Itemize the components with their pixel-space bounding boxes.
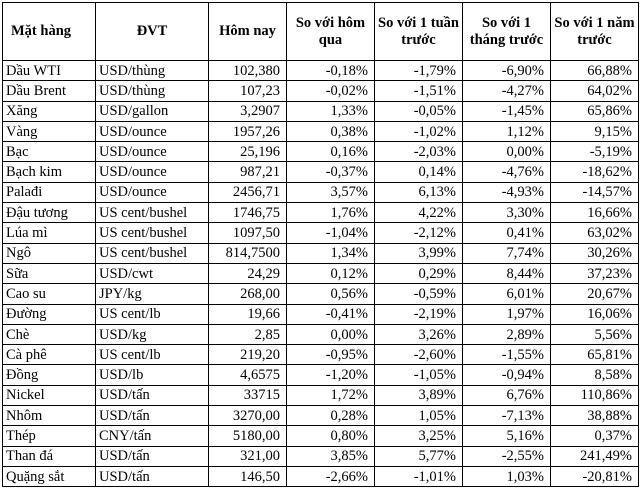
change-month-cell: 7,74% <box>463 243 551 263</box>
commodity-cell: Cao su <box>3 284 96 304</box>
commodity-cell: Nhôm <box>3 406 96 426</box>
unit-cell: US cent/bushel <box>96 243 209 263</box>
change-day-cell: 3,85% <box>287 446 375 466</box>
change-day-cell: -1,20% <box>287 365 375 385</box>
table-row <box>3 101 639 121</box>
price-cell: 3270,00 <box>209 406 287 426</box>
commodity-cell: Bạch kim <box>3 162 96 182</box>
change-day-cell: -0,95% <box>287 345 375 365</box>
change-week-cell: 0,29% <box>375 263 463 283</box>
change-year-cell: 110,86% <box>551 385 639 405</box>
header-row <box>3 3 639 61</box>
change-week-cell: 0,14% <box>375 162 463 182</box>
change-day-cell: -2,66% <box>287 466 375 486</box>
commodity-cell: Đường <box>3 304 96 324</box>
price-cell: 814,7500 <box>209 243 287 263</box>
commodity-cell: Thép <box>3 426 96 446</box>
price-cell: 2456,71 <box>209 182 287 202</box>
table-row <box>3 284 639 304</box>
change-week-cell: 3,25% <box>375 426 463 446</box>
table-row <box>3 304 639 324</box>
change-year-cell: -20,81% <box>551 466 639 486</box>
change-week-cell: 6,13% <box>375 182 463 202</box>
change-day-cell: 1,34% <box>287 243 375 263</box>
change-month-cell: 3,30% <box>463 203 551 223</box>
change-week-cell: -2,03% <box>375 142 463 162</box>
price-cell: 107,23 <box>209 81 287 101</box>
commodity-cell: Quặng sắt <box>3 466 96 486</box>
change-year-cell: 63,02% <box>551 223 639 243</box>
change-year-cell: 16,06% <box>551 304 639 324</box>
change-week-cell: -0,59% <box>375 284 463 304</box>
unit-cell: USD/kg <box>96 324 209 344</box>
unit-cell: JPY/kg <box>96 284 209 304</box>
change-year-cell: 8,58% <box>551 365 639 385</box>
table-row <box>3 406 639 426</box>
commodity-cell: Chè <box>3 324 96 344</box>
commodity-cell: Dầu Brent <box>3 81 96 101</box>
unit-cell: USD/tấn <box>96 446 209 466</box>
change-year-cell: 20,67% <box>551 284 639 304</box>
change-month-cell: 1,97% <box>463 304 551 324</box>
change-day-cell: 3,57% <box>287 182 375 202</box>
unit-cell: USD/gallon <box>96 101 209 121</box>
change-month-cell: 6,76% <box>463 385 551 405</box>
change-day-cell: -0,37% <box>287 162 375 182</box>
change-month-cell: -2,55% <box>463 446 551 466</box>
unit-cell: USD/tấn <box>96 466 209 486</box>
header-unit: ĐVT <box>96 3 209 61</box>
table-row <box>3 121 639 141</box>
commodity-cell: Vàng <box>3 121 96 141</box>
change-week-cell: -1,02% <box>375 121 463 141</box>
change-month-cell: 1,12% <box>463 121 551 141</box>
price-cell: 33715 <box>209 385 287 405</box>
change-week-cell: -1,79% <box>375 61 463 81</box>
price-cell: 2,85 <box>209 324 287 344</box>
change-week-cell: 3,89% <box>375 385 463 405</box>
unit-cell: USD/lb <box>96 365 209 385</box>
change-month-cell: -1,55% <box>463 345 551 365</box>
table-row <box>3 426 639 446</box>
table-row <box>3 446 639 466</box>
change-day-cell: 1,72% <box>287 385 375 405</box>
change-day-cell: 1,33% <box>287 101 375 121</box>
change-day-cell: 0,12% <box>287 263 375 283</box>
price-cell: 146,50 <box>209 466 287 486</box>
change-month-cell: -0,94% <box>463 365 551 385</box>
change-year-cell: 5,56% <box>551 324 639 344</box>
change-day-cell: -0,41% <box>287 304 375 324</box>
commodity-cell: Cà phê <box>3 345 96 365</box>
change-month-cell: 6,01% <box>463 284 551 304</box>
change-week-cell: -0,05% <box>375 101 463 121</box>
commodity-cell: Nickel <box>3 385 96 405</box>
table-row <box>3 203 639 223</box>
price-cell: 268,00 <box>209 284 287 304</box>
header-today: Hôm nay <box>209 3 287 61</box>
change-month-cell: -4,76% <box>463 162 551 182</box>
change-week-cell: 3,99% <box>375 243 463 263</box>
price-cell: 219,20 <box>209 345 287 365</box>
unit-cell: USD/thùng <box>96 61 209 81</box>
change-year-cell: 0,37% <box>551 426 639 446</box>
table-row <box>3 81 639 101</box>
price-cell: 4,6575 <box>209 365 287 385</box>
change-year-cell: 65,86% <box>551 101 639 121</box>
change-week-cell: 1,05% <box>375 406 463 426</box>
commodity-cell: Than đá <box>3 446 96 466</box>
unit-cell: US cent/lb <box>96 345 209 365</box>
change-month-cell: -1,45% <box>463 101 551 121</box>
change-day-cell: 0,16% <box>287 142 375 162</box>
change-month-cell: -6,90% <box>463 61 551 81</box>
header-vs-yesterday: So với hôm qua <box>287 3 375 61</box>
change-month-cell: 5,16% <box>463 426 551 446</box>
commodity-cell: Sữa <box>3 263 96 283</box>
unit-cell: US cent/bushel <box>96 223 209 243</box>
change-day-cell: 0,00% <box>287 324 375 344</box>
unit-cell: USD/tấn <box>96 406 209 426</box>
change-day-cell: 1,76% <box>287 203 375 223</box>
price-cell: 1097,50 <box>209 223 287 243</box>
header-commodity: Mặt hàng <box>3 3 96 61</box>
change-year-cell: 241,49% <box>551 446 639 466</box>
change-year-cell: -5,19% <box>551 142 639 162</box>
unit-cell: USD/thùng <box>96 81 209 101</box>
table-row <box>3 365 639 385</box>
header-vs-year: So với 1 năm trước <box>551 3 639 61</box>
commodity-cell: Xăng <box>3 101 96 121</box>
commodity-price-table <box>2 2 639 487</box>
table-body <box>3 61 639 487</box>
table-row <box>3 345 639 365</box>
unit-cell: USD/ounce <box>96 162 209 182</box>
change-week-cell: 3,26% <box>375 324 463 344</box>
header-vs-month: So với 1 tháng trước <box>463 3 551 61</box>
change-week-cell: -2,19% <box>375 304 463 324</box>
price-cell: 5180,00 <box>209 426 287 446</box>
table-row <box>3 61 639 81</box>
table-row <box>3 182 639 202</box>
price-cell: 25,196 <box>209 142 287 162</box>
change-month-cell: 0,41% <box>463 223 551 243</box>
change-week-cell: 4,22% <box>375 203 463 223</box>
price-cell: 24,29 <box>209 263 287 283</box>
change-week-cell: -2,60% <box>375 345 463 365</box>
unit-cell: USD/cwt <box>96 263 209 283</box>
change-day-cell: 0,28% <box>287 406 375 426</box>
change-month-cell: 8,44% <box>463 263 551 283</box>
change-year-cell: 9,15% <box>551 121 639 141</box>
change-year-cell: -18,62% <box>551 162 639 182</box>
change-month-cell: -4,27% <box>463 81 551 101</box>
change-month-cell: 0,00% <box>463 142 551 162</box>
commodity-cell: Lúa mì <box>3 223 96 243</box>
unit-cell: USD/ounce <box>96 121 209 141</box>
price-cell: 1957,26 <box>209 121 287 141</box>
price-cell: 3,2907 <box>209 101 287 121</box>
table-row <box>3 223 639 243</box>
change-year-cell: 37,23% <box>551 263 639 283</box>
change-week-cell: -1,01% <box>375 466 463 486</box>
change-week-cell: -1,05% <box>375 365 463 385</box>
change-year-cell: 65,81% <box>551 345 639 365</box>
table-row <box>3 142 639 162</box>
change-year-cell: 66,88% <box>551 61 639 81</box>
price-cell: 321,00 <box>209 446 287 466</box>
change-day-cell: -0,02% <box>287 81 375 101</box>
change-day-cell: 0,56% <box>287 284 375 304</box>
table-row <box>3 324 639 344</box>
change-day-cell: 0,80% <box>287 426 375 446</box>
table-row <box>3 162 639 182</box>
change-month-cell: 2,89% <box>463 324 551 344</box>
change-week-cell: -2,12% <box>375 223 463 243</box>
commodity-cell: Đậu tương <box>3 203 96 223</box>
change-year-cell: 30,26% <box>551 243 639 263</box>
change-month-cell: 1,03% <box>463 466 551 486</box>
change-year-cell: 16,66% <box>551 203 639 223</box>
unit-cell: CNY/tấn <box>96 426 209 446</box>
change-month-cell: -4,93% <box>463 182 551 202</box>
table-row <box>3 385 639 405</box>
table-row <box>3 263 639 283</box>
unit-cell: USD/tấn <box>96 385 209 405</box>
change-year-cell: 38,88% <box>551 406 639 426</box>
commodity-cell: Bạc <box>3 142 96 162</box>
change-week-cell: -1,51% <box>375 81 463 101</box>
unit-cell: USD/ounce <box>96 142 209 162</box>
price-cell: 102,380 <box>209 61 287 81</box>
change-year-cell: 64,02% <box>551 81 639 101</box>
table-row <box>3 243 639 263</box>
commodity-cell: Đồng <box>3 365 96 385</box>
change-day-cell: 0,38% <box>287 121 375 141</box>
price-cell: 19,66 <box>209 304 287 324</box>
change-week-cell: 5,77% <box>375 446 463 466</box>
change-year-cell: -14,57% <box>551 182 639 202</box>
change-day-cell: -1,04% <box>287 223 375 243</box>
unit-cell: US cent/lb <box>96 304 209 324</box>
change-day-cell: -0,18% <box>287 61 375 81</box>
table-row <box>3 466 639 486</box>
header-vs-week: So với 1 tuần trước <box>375 3 463 61</box>
commodity-cell: Dầu WTI <box>3 61 96 81</box>
price-cell: 987,21 <box>209 162 287 182</box>
commodity-cell: Palađi <box>3 182 96 202</box>
commodity-cell: Ngô <box>3 243 96 263</box>
change-month-cell: -7,13% <box>463 406 551 426</box>
unit-cell: US cent/bushel <box>96 203 209 223</box>
price-cell: 1746,75 <box>209 203 287 223</box>
unit-cell: USD/ounce <box>96 182 209 202</box>
